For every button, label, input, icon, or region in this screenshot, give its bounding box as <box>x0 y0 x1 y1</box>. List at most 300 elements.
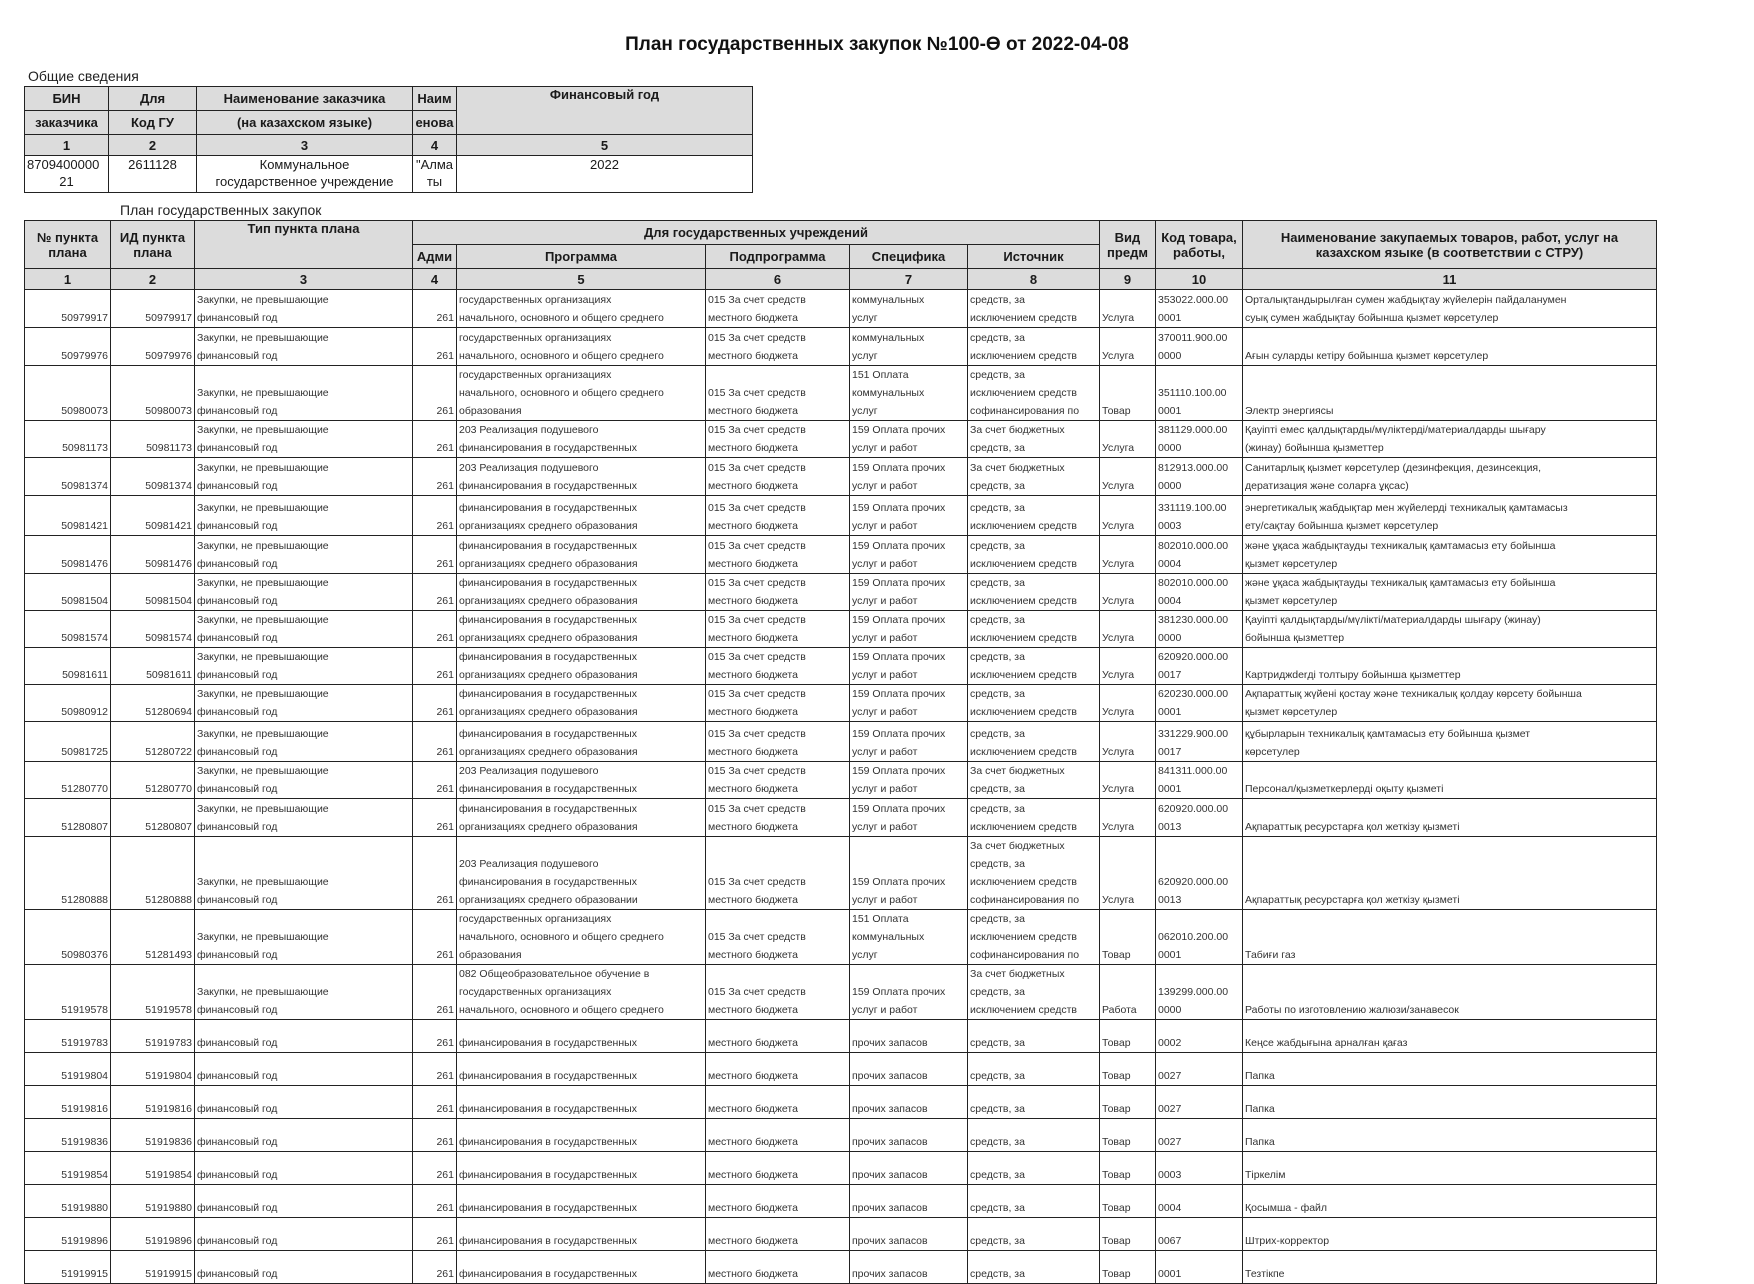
table-row <box>25 648 1657 685</box>
subprogram-cell: местного бюджета <box>706 1119 850 1152</box>
table-row <box>25 290 1657 328</box>
kind-cell: Услуга <box>1100 648 1156 685</box>
general-col-number: 2 <box>109 135 197 156</box>
admin-cell: 261 <box>413 1119 457 1152</box>
specifics-cell: прочих запасов <box>850 1152 968 1185</box>
source-cell: средств, за <box>968 1152 1100 1185</box>
header-item-name: Наименование закупаемых товаров, работ, услуг на казахском языке (в соответствии с СТРУ) <box>1243 221 1657 269</box>
customer-name-value: Коммунальное государственное учреждение <box>197 156 413 193</box>
table-row <box>25 421 1657 458</box>
source-cell: средств, за исключением средств софинансирования по <box>968 910 1100 965</box>
subprogram-cell: 015 За счет средств местного бюджета <box>706 965 850 1020</box>
code-cell: 620920.000.00 0013 <box>1156 799 1243 837</box>
admin-cell: 261 <box>413 722 457 762</box>
plan-id-cell: 51919816 <box>111 1086 195 1119</box>
program-cell: финансирования в государственных организациях среднего образования <box>457 574 706 611</box>
source-cell: средств, за исключением средств <box>968 648 1100 685</box>
plan-id-cell: 51919804 <box>111 1053 195 1086</box>
kind-cell: Товар <box>1100 1251 1156 1284</box>
plan-no-cell: 51919836 <box>25 1119 111 1152</box>
kind-cell: Услуга <box>1100 762 1156 799</box>
plan-type-cell: Закупки, не превышающие финансовый год <box>195 574 413 611</box>
specifics-cell: прочих запасов <box>850 1185 968 1218</box>
subprogram-cell: местного бюджета <box>706 1185 850 1218</box>
program-cell: 203 Реализация подушевого финансирования в государственных организациях среднего образовании <box>457 837 706 910</box>
source-cell: За счет бюджетных средств, за <box>968 762 1100 799</box>
header-kind: Вид предм <box>1100 221 1156 269</box>
item-name-cell: Ақпараттық ресурстарға қол жеткізу қызметі <box>1243 799 1657 837</box>
plan-no-cell: 51280770 <box>25 762 111 799</box>
subprogram-cell: местного бюджета <box>706 1086 850 1119</box>
plan-col-number: 7 <box>850 269 968 290</box>
item-name-cell: Папка <box>1243 1086 1657 1119</box>
code-cell: 139299.000.00 0000 <box>1156 965 1243 1020</box>
plan-no-cell: 51919804 <box>25 1053 111 1086</box>
code-cell: 802010.000.00 0004 <box>1156 536 1243 574</box>
source-cell: средств, за <box>968 1185 1100 1218</box>
plan-no-cell: 50981476 <box>25 536 111 574</box>
table-row <box>25 1251 1657 1284</box>
plan-id-cell: 51281493 <box>111 910 195 965</box>
plan-col-number: 11 <box>1243 269 1657 290</box>
source-cell: средств, за исключением средств <box>968 685 1100 722</box>
header-customer-name-2: (на казахском языке) <box>197 111 413 135</box>
header-gov-institutions: Для государственных учреждений <box>413 221 1100 245</box>
plan-type-cell: финансовый год <box>195 1020 413 1053</box>
plan-id-cell: 50981476 <box>111 536 195 574</box>
plan-type-cell: Закупки, не превышающие финансовый год <box>195 722 413 762</box>
plan-id-cell: 51919880 <box>111 1185 195 1218</box>
plan-col-number: 4 <box>413 269 457 290</box>
code-cell: 331229.900.00 0017 <box>1156 722 1243 762</box>
source-cell: средств, за исключением средств софинансирования по <box>968 366 1100 421</box>
plan-type-cell: Закупки, не превышающие финансовый год <box>195 648 413 685</box>
item-name-cell: және ұқаса жабдықтауды техникалық қамтамасыз ету бойынша қызмет көрсетулер <box>1243 574 1657 611</box>
kind-cell: Услуга <box>1100 328 1156 366</box>
kind-cell: Услуга <box>1100 574 1156 611</box>
source-cell: средств, за исключением средств <box>968 574 1100 611</box>
general-col-number: 4 <box>413 135 457 156</box>
plan-no-cell: 50981421 <box>25 496 111 536</box>
header-fin-year: Финансовый год <box>457 87 753 135</box>
admin-cell: 261 <box>413 1251 457 1284</box>
plan-no-cell: 50981611 <box>25 648 111 685</box>
program-cell: государственных организациях начального, основного и общего среднего образования <box>457 366 706 421</box>
plan-no-cell: 51919783 <box>25 1020 111 1053</box>
general-col-number: 3 <box>197 135 413 156</box>
kind-cell: Услуга <box>1100 837 1156 910</box>
subprogram-cell: 015 За счет средств местного бюджета <box>706 496 850 536</box>
specifics-cell: коммунальных услуг <box>850 290 968 328</box>
header-name2: Наим <box>413 87 457 111</box>
plan-col-number: 3 <box>195 269 413 290</box>
kind-cell: Услуга <box>1100 458 1156 496</box>
code-cell: 620230.000.00 0001 <box>1156 685 1243 722</box>
program-cell: 203 Реализация подушевого финансирования в государственных <box>457 458 706 496</box>
plan-type-cell: финансовый год <box>195 1119 413 1152</box>
subprogram-cell: 015 За счет средств местного бюджета <box>706 536 850 574</box>
source-cell: За счет бюджетных средств, за <box>968 421 1100 458</box>
program-cell: финансирования в государственных <box>457 1086 706 1119</box>
plan-no-cell: 51919854 <box>25 1152 111 1185</box>
header-plan-id: ИД пункта плана <box>111 221 195 269</box>
table-row <box>25 1185 1657 1218</box>
specifics-cell: 151 Оплата коммунальных услуг <box>850 366 968 421</box>
plan-id-cell: 50981504 <box>111 574 195 611</box>
kind-cell: Товар <box>1100 910 1156 965</box>
program-cell: финансирования в государственных <box>457 1053 706 1086</box>
program-cell: государственных организациях начального, основного и общего среднего <box>457 290 706 328</box>
kind-cell: Товар <box>1100 366 1156 421</box>
program-cell: государственных организациях начального, основного и общего среднего образования <box>457 910 706 965</box>
plan-col-number: 5 <box>457 269 706 290</box>
code-cell: 802010.000.00 0004 <box>1156 574 1243 611</box>
specifics-cell: 159 Оплата прочих услуг и работ <box>850 722 968 762</box>
program-cell: финансирования в государственных организациях среднего образования <box>457 648 706 685</box>
plan-id-cell: 51919896 <box>111 1218 195 1251</box>
specifics-cell: 159 Оплата прочих услуг и работ <box>850 421 968 458</box>
program-cell: финансирования в государственных организациях среднего образования <box>457 685 706 722</box>
plan-type-cell: финансовый год <box>195 1152 413 1185</box>
program-cell: финансирования в государственных организациях среднего образования <box>457 611 706 648</box>
plan-no-cell: 50979917 <box>25 290 111 328</box>
plan-col-number: 9 <box>1100 269 1156 290</box>
plan-id-cell: 50981173 <box>111 421 195 458</box>
item-name-cell: Тіркелім <box>1243 1152 1657 1185</box>
plan-id-cell: 51280888 <box>111 837 195 910</box>
admin-cell: 261 <box>413 574 457 611</box>
kind-cell: Услуга <box>1100 496 1156 536</box>
table-row <box>25 458 1657 496</box>
kind-cell: Товар <box>1100 1053 1156 1086</box>
code-cell: 381129.000.00 0000 <box>1156 421 1243 458</box>
table-row <box>25 910 1657 965</box>
source-cell: средств, за исключением средств <box>968 328 1100 366</box>
code-cell: 812913.000.00 0000 <box>1156 458 1243 496</box>
item-name-cell: Кеңсе жабдығына арналған қағаз <box>1243 1020 1657 1053</box>
program-cell: 203 Реализация подушевого финансирования в государственных <box>457 762 706 799</box>
plan-id-cell: 51919783 <box>111 1020 195 1053</box>
subprogram-cell: 015 За счет средств местного бюджета <box>706 648 850 685</box>
code-cell: 0001 <box>1156 1251 1243 1284</box>
table-row <box>25 574 1657 611</box>
plan-col-number: 8 <box>968 269 1100 290</box>
specifics-cell: прочих запасов <box>850 1053 968 1086</box>
plan-id-cell: 51919836 <box>111 1119 195 1152</box>
source-cell: средств, за исключением средств <box>968 722 1100 762</box>
subprogram-cell: 015 За счет средств местного бюджета <box>706 366 850 421</box>
plan-id-cell: 50979976 <box>111 328 195 366</box>
plan-type-cell: финансовый год <box>195 1086 413 1119</box>
code-cell: 0027 <box>1156 1086 1243 1119</box>
plan-col-number: 2 <box>111 269 195 290</box>
table-row <box>25 685 1657 722</box>
general-info-caption: Общие сведения <box>28 68 139 84</box>
table-row <box>25 328 1657 366</box>
kind-cell: Услуга <box>1100 722 1156 762</box>
specifics-cell: прочих запасов <box>850 1020 968 1053</box>
header-bin-2: заказчика <box>25 111 109 135</box>
header-bin: БИН <box>25 87 109 111</box>
subprogram-cell: 015 За счет средств местного бюджета <box>706 611 850 648</box>
plan-no-cell: 50981574 <box>25 611 111 648</box>
source-cell: средств, за <box>968 1218 1100 1251</box>
table-row <box>25 837 1657 910</box>
kind-cell: Товар <box>1100 1119 1156 1152</box>
subprogram-cell: местного бюджета <box>706 1251 850 1284</box>
code-gu-value: 2611128 <box>109 156 197 193</box>
admin-cell: 261 <box>413 1185 457 1218</box>
plan-id-cell: 51280722 <box>111 722 195 762</box>
header-customer-name: Наименование заказчика <box>197 87 413 111</box>
item-name-cell: Табиғи газ <box>1243 910 1657 965</box>
plan-type-cell: Закупки, не превышающие финансовый год <box>195 366 413 421</box>
table-row <box>25 1020 1657 1053</box>
header-plan-no: № пункта плана <box>25 221 111 269</box>
kind-cell: Услуга <box>1100 685 1156 722</box>
plan-id-cell: 50981611 <box>111 648 195 685</box>
plan-no-cell: 51919578 <box>25 965 111 1020</box>
plan-type-cell: Закупки, не превышающие финансовый год <box>195 421 413 458</box>
plan-id-cell: 50979917 <box>111 290 195 328</box>
admin-cell: 261 <box>413 290 457 328</box>
plan-type-cell: Закупки, не превышающие финансовый год <box>195 837 413 910</box>
header-name2-2: енова <box>413 111 457 135</box>
admin-cell: 261 <box>413 965 457 1020</box>
plan-no-cell: 50980912 <box>25 685 111 722</box>
program-cell: финансирования в государственных <box>457 1119 706 1152</box>
code-cell: 841311.000.00 0001 <box>1156 762 1243 799</box>
fin-year-value: 2022 <box>457 156 753 193</box>
item-name-cell: Папка <box>1243 1119 1657 1152</box>
plan-type-cell: Закупки, не превышающие финансовый год <box>195 536 413 574</box>
plan-no-cell: 51919816 <box>25 1086 111 1119</box>
program-cell: финансирования в государственных организациях среднего образования <box>457 536 706 574</box>
item-name-cell: Қосымша - файл <box>1243 1185 1657 1218</box>
program-cell: финансирования в государственных организациях среднего образования <box>457 722 706 762</box>
plan-col-number: 10 <box>1156 269 1243 290</box>
item-name-cell: Папка <box>1243 1053 1657 1086</box>
program-cell: 082 Общеобразовательное обучение в государственных организациях начального, основного и общего среднего <box>457 965 706 1020</box>
source-cell: средств, за исключением средств <box>968 611 1100 648</box>
plan-type-cell: Закупки, не превышающие финансовый год <box>195 290 413 328</box>
header-program: Программа <box>457 245 706 269</box>
general-info-table <box>24 86 753 193</box>
table-row <box>25 1152 1657 1185</box>
admin-cell: 261 <box>413 1218 457 1251</box>
specifics-cell: прочих запасов <box>850 1218 968 1251</box>
plan-no-cell: 50981725 <box>25 722 111 762</box>
admin-cell: 261 <box>413 1152 457 1185</box>
admin-cell: 261 <box>413 648 457 685</box>
admin-cell: 261 <box>413 536 457 574</box>
general-col-number: 5 <box>457 135 753 156</box>
source-cell: средств, за исключением средств <box>968 290 1100 328</box>
item-name-cell: Работы по изготовлению жалюзи/занавесок <box>1243 965 1657 1020</box>
document-title: План государственных закупок №100-Ө от 2022-04-08 <box>625 34 1129 55</box>
name2-value: "Алма ты <box>413 156 457 193</box>
table-row <box>25 965 1657 1020</box>
table-row <box>25 1086 1657 1119</box>
program-cell: 203 Реализация подушевого финансирования в государственных <box>457 421 706 458</box>
program-cell: государственных организациях начального, основного и общего среднего <box>457 328 706 366</box>
specifics-cell: 159 Оплата прочих услуг и работ <box>850 611 968 648</box>
plan-type-cell: финансовый год <box>195 1218 413 1251</box>
admin-cell: 261 <box>413 366 457 421</box>
plan-id-cell: 51280807 <box>111 799 195 837</box>
table-row <box>25 762 1657 799</box>
header-subprogram: Подпрограмма <box>706 245 850 269</box>
source-cell: средств, за <box>968 1119 1100 1152</box>
plan-type-cell: финансовый год <box>195 1053 413 1086</box>
item-name-cell: Ақпараттық ресурстарға қол жеткізу қызметі <box>1243 837 1657 910</box>
table-row <box>25 536 1657 574</box>
source-cell: средств, за <box>968 1251 1100 1284</box>
plan-no-cell: 50981504 <box>25 574 111 611</box>
table-row <box>25 366 1657 421</box>
source-cell: средств, за исключением средств <box>968 536 1100 574</box>
item-name-cell: Персонал/қызметкерлерді оқыту қызметі <box>1243 762 1657 799</box>
specifics-cell: 159 Оплата прочих услуг и работ <box>850 837 968 910</box>
subprogram-cell: 015 За счет средств местного бюджета <box>706 574 850 611</box>
plan-type-cell: Закупки, не превышающие финансовый год <box>195 965 413 1020</box>
kind-cell: Услуга <box>1100 611 1156 648</box>
table-row <box>25 1218 1657 1251</box>
admin-cell: 261 <box>413 685 457 722</box>
admin-cell: 261 <box>413 910 457 965</box>
plan-id-cell: 50981574 <box>111 611 195 648</box>
specifics-cell: 159 Оплата прочих услуг и работ <box>850 799 968 837</box>
item-name-cell: құбырларын техникалық қамтамасыз ету бойынша қызмет көрсетулер <box>1243 722 1657 762</box>
subprogram-cell: местного бюджета <box>706 1020 850 1053</box>
specifics-cell: 159 Оплата прочих услуг и работ <box>850 574 968 611</box>
item-name-cell: Санитарлық қызмет көрсетулер (дезинфекция, дезинсекция, дератизация және соларға ұқсас) <box>1243 458 1657 496</box>
program-cell: финансирования в государственных организациях среднего образования <box>457 496 706 536</box>
code-cell: 0027 <box>1156 1119 1243 1152</box>
source-cell: средств, за <box>968 1053 1100 1086</box>
header-plan-type: Тип пункта плана <box>195 221 413 269</box>
program-cell: финансирования в государственных <box>457 1020 706 1053</box>
source-cell: средств, за <box>968 1020 1100 1053</box>
specifics-cell: 159 Оплата прочих услуг и работ <box>850 458 968 496</box>
kind-cell: Услуга <box>1100 290 1156 328</box>
item-name-cell: Орталықтандырылған сумен жабдықтау жүйелерін пайдаланумен суық сумен жабдықтау бойынша қызмет көрсетулер <box>1243 290 1657 328</box>
table-row <box>25 496 1657 536</box>
item-name-cell: Электр энергиясы <box>1243 366 1657 421</box>
subprogram-cell: местного бюджета <box>706 1152 850 1185</box>
table-row <box>25 1053 1657 1086</box>
plan-no-cell: 50980376 <box>25 910 111 965</box>
item-name-cell: Тезтікпе <box>1243 1251 1657 1284</box>
plan-type-cell: финансовый год <box>195 1185 413 1218</box>
specifics-cell: 159 Оплата прочих услуг и работ <box>850 685 968 722</box>
plan-type-cell: Закупки, не превышающие финансовый год <box>195 328 413 366</box>
plan-type-cell: Закупки, не превышающие финансовый год <box>195 910 413 965</box>
source-cell: средств, за исключением средств <box>968 496 1100 536</box>
kind-cell: Товар <box>1100 1185 1156 1218</box>
plan-caption: План государственных закупок <box>120 202 322 218</box>
admin-cell: 261 <box>413 458 457 496</box>
program-cell: финансирования в государственных <box>457 1251 706 1284</box>
kind-cell: Товар <box>1100 1020 1156 1053</box>
code-cell: 0067 <box>1156 1218 1243 1251</box>
specifics-cell: коммунальных услуг <box>850 328 968 366</box>
subprogram-cell: местного бюджета <box>706 1053 850 1086</box>
subprogram-cell: 015 За счет средств местного бюджета <box>706 762 850 799</box>
code-cell: 062010.200.00 0001 <box>1156 910 1243 965</box>
procurement-plan-table <box>24 220 1657 1284</box>
source-cell: За счет бюджетных средств, за <box>968 458 1100 496</box>
header-source: Источник <box>968 245 1100 269</box>
kind-cell: Услуга <box>1100 799 1156 837</box>
header-specifics: Специфика <box>850 245 968 269</box>
plan-type-cell: Закупки, не превышающие финансовый год <box>195 799 413 837</box>
plan-type-cell: Закупки, не превышающие финансовый год <box>195 611 413 648</box>
code-cell: 0027 <box>1156 1053 1243 1086</box>
plan-no-cell: 51280888 <box>25 837 111 910</box>
header-code: Код товара, работы, <box>1156 221 1243 269</box>
plan-no-cell: 50980073 <box>25 366 111 421</box>
plan-id-cell: 50981374 <box>111 458 195 496</box>
plan-no-cell: 50981374 <box>25 458 111 496</box>
item-name-cell: және ұқаса жабдықтауды техникалық қамтамасыз ету бойынша қызмет көрсетулер <box>1243 536 1657 574</box>
header-code-gu: Код ГУ <box>109 111 197 135</box>
subprogram-cell: 015 За счет средств местного бюджета <box>706 837 850 910</box>
admin-cell: 261 <box>413 799 457 837</box>
plan-no-cell: 51919880 <box>25 1185 111 1218</box>
general-col-number: 1 <box>25 135 109 156</box>
subprogram-cell: 015 За счет средств местного бюджета <box>706 458 850 496</box>
source-cell: За счет бюджетных средств, за исключением средств <box>968 965 1100 1020</box>
admin-cell: 261 <box>413 1053 457 1086</box>
plan-type-cell: Закупки, не превышающие финансовый год <box>195 458 413 496</box>
specifics-cell: прочих запасов <box>850 1251 968 1284</box>
table-row <box>25 611 1657 648</box>
code-cell: 351110.100.00 0001 <box>1156 366 1243 421</box>
bin-value: 8709400000 21 <box>25 156 109 193</box>
subprogram-cell: 015 За счет средств местного бюджета <box>706 685 850 722</box>
plan-no-cell: 51919915 <box>25 1251 111 1284</box>
table-row <box>25 722 1657 762</box>
code-cell: 331119.100.00 0003 <box>1156 496 1243 536</box>
item-name-cell: энергетикалық жабдықтар мен жүйелерді техникалық қамтамасыз ету/сақтау бойынша қызмет көрсетулер <box>1243 496 1657 536</box>
admin-cell: 261 <box>413 762 457 799</box>
item-name-cell: Картриджderді толтыру бойынша қызметтер <box>1243 648 1657 685</box>
item-name-cell: Қауіпті емес қалдықтарды/мүліктерді/материалдарды шығару (жинау) бойынша қызметтер <box>1243 421 1657 458</box>
code-cell: 370011.900.00 0000 <box>1156 328 1243 366</box>
specifics-cell: 159 Оплата прочих услуг и работ <box>850 536 968 574</box>
code-cell: 0002 <box>1156 1020 1243 1053</box>
code-cell: 381230.000.00 0000 <box>1156 611 1243 648</box>
admin-cell: 261 <box>413 1086 457 1119</box>
admin-cell: 261 <box>413 611 457 648</box>
code-cell: 620920.000.00 0017 <box>1156 648 1243 685</box>
specifics-cell: прочих запасов <box>850 1086 968 1119</box>
subprogram-cell: 015 За счет средств местного бюджета <box>706 910 850 965</box>
item-name-cell: Ақпараттық жүйені қостау және техникалық қолдау көрсету бойынша қызмет көрсетулер <box>1243 685 1657 722</box>
code-cell: 620920.000.00 0013 <box>1156 837 1243 910</box>
specifics-cell: 159 Оплата прочих услуг и работ <box>850 762 968 799</box>
plan-type-cell: Закупки, не превышающие финансовый год <box>195 496 413 536</box>
code-cell: 353022.000.00 0001 <box>1156 290 1243 328</box>
source-cell: За счет бюджетных средств, за исключением средств софинансирования по <box>968 837 1100 910</box>
subprogram-cell: местного бюджета <box>706 1218 850 1251</box>
header-for: Для <box>109 87 197 111</box>
program-cell: финансирования в государственных <box>457 1218 706 1251</box>
item-name-cell: Ағын суларды кетіру бойынша қызмет көрсетулер <box>1243 328 1657 366</box>
admin-cell: 261 <box>413 421 457 458</box>
plan-type-cell: Закупки, не превышающие финансовый год <box>195 762 413 799</box>
